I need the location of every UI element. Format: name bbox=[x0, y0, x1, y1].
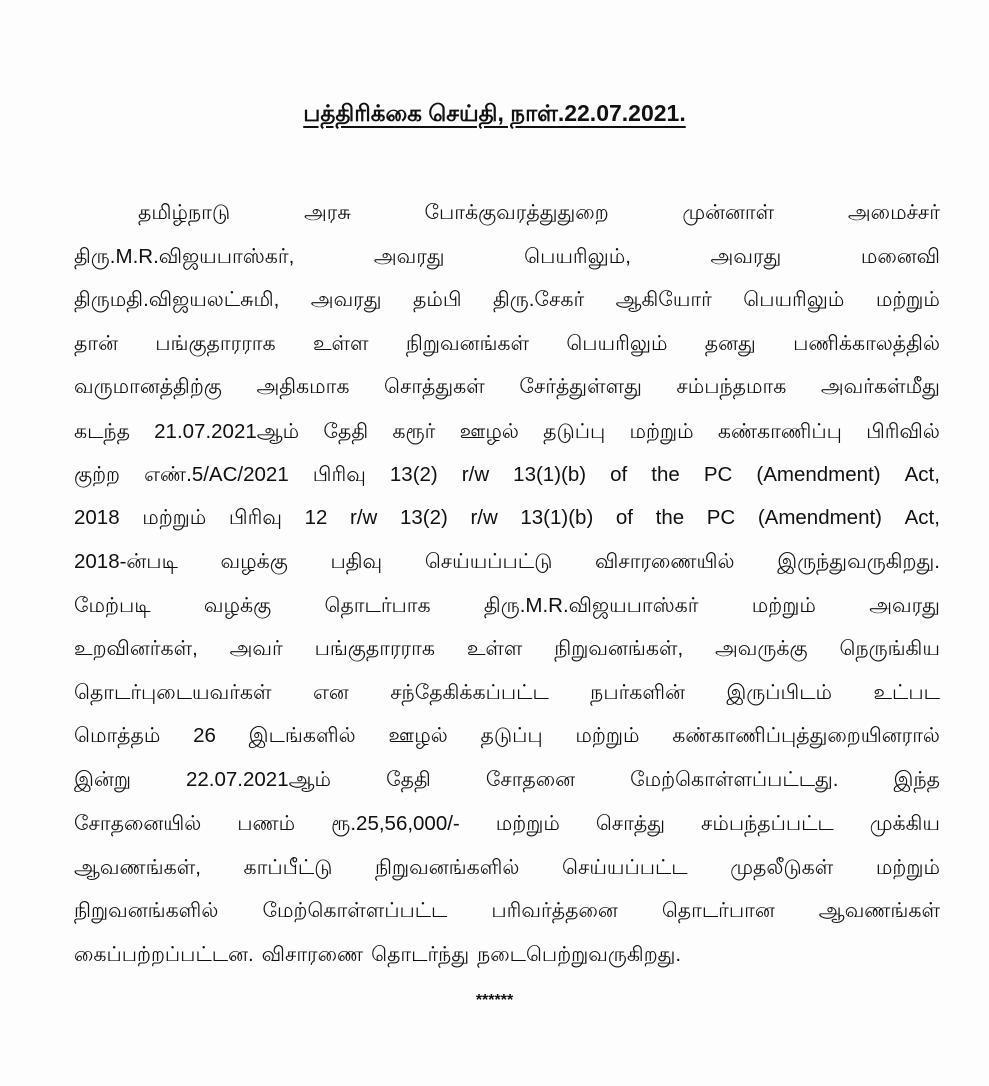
body-line bbox=[74, 283, 940, 317]
body-word: சம்பந்தப்பட்ட bbox=[700, 812, 834, 835]
body-word: குற்ற bbox=[74, 463, 121, 486]
body-line bbox=[74, 589, 940, 623]
body-word: மொத்தம் bbox=[74, 724, 161, 747]
body-line bbox=[74, 370, 940, 404]
body-word: பணம் bbox=[237, 812, 296, 835]
body-word: உட்பட bbox=[873, 681, 940, 704]
body-line bbox=[74, 458, 940, 492]
end-marker: ****** bbox=[475, 992, 514, 1009]
body-word: திரு.M.R.விஜயபாஸ்கர், bbox=[74, 245, 295, 268]
body-word: வழக்கு bbox=[203, 594, 272, 617]
body-word: காப்பீட்டு bbox=[243, 856, 333, 879]
body-word: பிரிவு bbox=[228, 506, 282, 529]
body-word: கரூர் bbox=[392, 420, 436, 443]
body-line bbox=[74, 807, 940, 841]
body-word: அவரது bbox=[710, 245, 782, 268]
body-word: 13(1)(b) bbox=[513, 463, 587, 486]
body-word: தனது bbox=[704, 332, 756, 355]
body-word: கண்காணிப்புத்துறையினரால் bbox=[672, 724, 940, 747]
body-word: அரசு bbox=[303, 201, 351, 224]
body-word: வழக்கு bbox=[220, 550, 288, 573]
body-word: இந்த bbox=[893, 768, 940, 791]
body-line bbox=[74, 545, 940, 579]
body-word: r/w bbox=[350, 506, 378, 529]
body-word: பரிவர்த்தனை bbox=[491, 899, 618, 922]
body-word: சந்தேகிக்கப்பட்ட bbox=[390, 681, 549, 704]
body-word: 22.07.2021ஆம் bbox=[186, 768, 332, 791]
body-word: எண்.5/AC/2021 bbox=[144, 463, 289, 486]
body-word: பெயரிலும் bbox=[566, 332, 668, 355]
body-word: சொத்துகள் bbox=[384, 375, 485, 398]
body-word: PC bbox=[703, 463, 733, 486]
body-word: சேர்த்துள்ளது bbox=[519, 375, 642, 398]
body-word: தடுப்பு bbox=[480, 724, 543, 747]
body-word: மேற்படி bbox=[74, 594, 151, 617]
body-word: செய்யப்பட்டு bbox=[424, 550, 553, 573]
body-word: r/w bbox=[470, 506, 498, 529]
body-word: ரூ.25,56,000/- bbox=[331, 812, 460, 835]
body-word: ஆவணங்கள், bbox=[74, 856, 201, 879]
body-word: விசாரணை bbox=[261, 943, 364, 966]
body-word: அவர் bbox=[229, 637, 283, 660]
body-word: அவரது bbox=[310, 288, 382, 311]
body-word: பிரிவில் bbox=[866, 420, 940, 443]
body-word: மேற்கொள்ளப்பட்ட bbox=[262, 899, 448, 922]
body-word: மற்றும் bbox=[751, 594, 816, 617]
body-word: அதிகமாக bbox=[256, 375, 350, 398]
body-word: தேதி bbox=[323, 420, 369, 443]
body-word: மற்றும் bbox=[875, 288, 940, 311]
body-word: 2018 bbox=[74, 506, 120, 529]
body-word: நிறுவனங்களில் bbox=[375, 856, 520, 879]
title-text: பத்திரிக்கை செய்தி, நாள்.22.07.2021. bbox=[303, 100, 686, 126]
body-word: அமைச்சர் bbox=[847, 201, 940, 224]
body-word: மனைவி bbox=[860, 245, 940, 268]
body-word: தொடர்ந்து bbox=[371, 943, 470, 966]
body-word: பணிக்காலத்தில் bbox=[793, 332, 940, 355]
body-word: முதலீடுகள் bbox=[730, 856, 834, 879]
body-word: மற்றும் bbox=[629, 420, 694, 443]
body-word: போக்குவரத்துதுறை bbox=[424, 201, 609, 224]
body-word: இடங்களில் bbox=[248, 724, 356, 747]
body-word: r/w bbox=[461, 463, 490, 486]
body-word: தேதி bbox=[386, 768, 431, 791]
body-word: உள்ள bbox=[466, 637, 523, 660]
body-line bbox=[74, 415, 940, 449]
body-word: the bbox=[651, 463, 680, 486]
body-word: விசாரணையில் bbox=[595, 550, 735, 573]
body-word: நிறுவனங்கள் bbox=[405, 332, 530, 355]
body-word: ஆகியோர் bbox=[615, 288, 712, 311]
body-word: Act, bbox=[904, 506, 940, 529]
body-word: the bbox=[655, 506, 685, 529]
body-word: சம்பந்தமாக bbox=[676, 375, 787, 398]
press-release-title bbox=[0, 100, 989, 130]
body-line bbox=[74, 240, 940, 274]
body-word: ஊழல் bbox=[388, 724, 448, 747]
body-line bbox=[74, 327, 940, 361]
body-word: ஊழல் bbox=[459, 420, 519, 443]
body-word: மற்றும் bbox=[495, 812, 560, 835]
body-word: 13(2) bbox=[399, 506, 448, 529]
body-word: பங்குதாரராக bbox=[314, 637, 435, 660]
body-word: நடைபெற்றுவருகிறது. bbox=[477, 943, 682, 966]
body-word: மற்றும் bbox=[575, 724, 640, 747]
body-word: வருமானத்திற்கு bbox=[74, 375, 222, 398]
body-word: என bbox=[312, 681, 349, 704]
body-word: மற்றும் bbox=[142, 506, 207, 529]
body-word: பதிவு bbox=[330, 550, 383, 573]
body-word: சோதனையில் bbox=[74, 812, 202, 835]
body-word: தொடர்பான bbox=[661, 899, 775, 922]
body-word: கண்காணிப்பு bbox=[717, 420, 842, 443]
body-word: தொடர்பாக bbox=[324, 594, 431, 617]
body-word: (Amendment) bbox=[757, 506, 883, 529]
body-word: இன்று bbox=[74, 768, 131, 791]
body-word: தடுப்பு bbox=[543, 420, 606, 443]
body-word: உள்ள bbox=[312, 332, 369, 355]
body-word: பெயரிலும், bbox=[524, 245, 631, 268]
body-word: அவரது bbox=[373, 245, 445, 268]
body-line bbox=[74, 719, 940, 753]
body-word: நபர்களின் bbox=[590, 681, 685, 704]
body-word: of bbox=[615, 506, 634, 529]
body-word: ஆவணங்கள் bbox=[818, 899, 940, 922]
body-word: நிறுவனங்கள், bbox=[554, 637, 684, 660]
body-word: அவரது bbox=[869, 594, 940, 617]
body-word: சொத்து bbox=[595, 812, 665, 835]
body-word: மேற்கொள்ளப்பட்டது. bbox=[630, 768, 839, 791]
body-word: கடந்த bbox=[74, 420, 130, 443]
body-word: நெருங்கிய bbox=[839, 637, 940, 660]
body-word: செய்யப்பட்ட bbox=[562, 856, 688, 879]
body-word: இருந்துவருகிறது. bbox=[777, 550, 940, 573]
body-word: 12 bbox=[304, 506, 328, 529]
body-word: 13(1)(b) bbox=[520, 506, 594, 529]
body-line bbox=[74, 501, 940, 535]
body-word: திரு.M.R.விஜயபாஸ்கர் bbox=[483, 594, 699, 617]
body-line bbox=[74, 763, 940, 797]
body-word: உறவினர்கள், bbox=[74, 637, 198, 660]
body-word: கைப்பற்றப்பட்டன. bbox=[74, 943, 254, 966]
body-word: பெயரிலும் bbox=[743, 288, 845, 311]
body-word: முக்கிய bbox=[869, 812, 940, 835]
body-word: தமிழ்நாடு bbox=[138, 201, 231, 224]
body-word: பங்குதாரராக bbox=[155, 332, 276, 355]
body-word: அவர்கள்மீது bbox=[820, 375, 940, 398]
body-word: தான் bbox=[74, 332, 118, 355]
body-word: சோதனை bbox=[485, 768, 576, 791]
body-line bbox=[74, 938, 940, 972]
body-line bbox=[74, 851, 940, 885]
body-word: 13(2) bbox=[389, 463, 438, 486]
body-word: இருப்பிடம் bbox=[726, 681, 833, 704]
body-line bbox=[74, 632, 940, 666]
body-word: 21.07.2021ஆம் bbox=[154, 420, 300, 443]
body-word: முன்னாள் bbox=[682, 201, 775, 224]
body-word: (Amendment) bbox=[756, 463, 881, 486]
body-word: திருமதி.விஜயலட்சுமி, bbox=[74, 288, 280, 311]
body-word: of bbox=[610, 463, 628, 486]
body-word: திரு.சேகர் bbox=[492, 288, 585, 311]
body-line bbox=[74, 676, 940, 710]
body-word: 26 bbox=[193, 724, 216, 747]
body-word: அவருக்கு bbox=[715, 637, 808, 660]
body-line bbox=[74, 894, 940, 928]
body-word: பிரிவு bbox=[312, 463, 366, 486]
body-word: தொடர்புடையவர்கள் bbox=[74, 681, 272, 704]
body-word: 2018-ன்படி bbox=[74, 550, 178, 573]
body-word: Act, bbox=[904, 463, 940, 486]
body-word: நிறுவனங்களில் bbox=[74, 899, 219, 922]
body-word: PC bbox=[706, 506, 736, 529]
body-word: தம்பி bbox=[412, 288, 462, 311]
body-line bbox=[138, 196, 940, 230]
body-word: மற்றும் bbox=[875, 856, 940, 879]
